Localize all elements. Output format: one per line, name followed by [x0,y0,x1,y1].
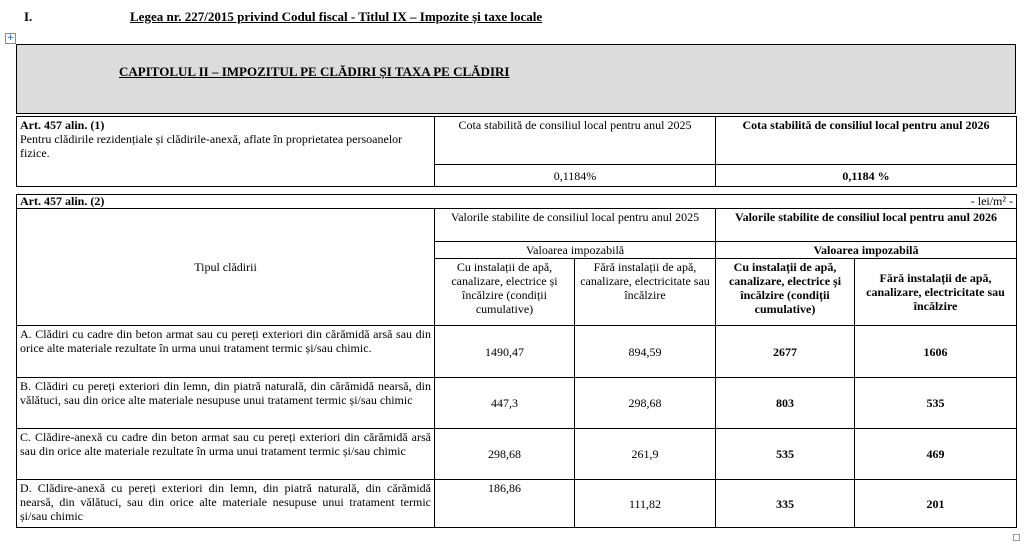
cell-without-2025: 894,59 [575,326,716,378]
col-without-install-2025: Fără instalații de apă, canalizare, electricitate sau încălzire [575,259,716,326]
section1-article-cell [17,117,435,187]
cell-with-2026: 335 [716,480,855,528]
section2-article: Art. 457 alin. (2) [20,194,105,208]
row-label: D. Clădire-anexă cu pereți exteriori din lemn, din piatră naturală, din cărămidă nearsă, din vălătuci, sau din orice alte materiale nesupuse unui tratament termic și/sau chimic [17,480,435,528]
table-resize-handle[interactable] [1013,534,1020,541]
col-without-install-2026: Fără instalații de apă, canalizare, electricitate sau încălzire [855,259,1017,326]
table-row [17,480,1017,528]
taxable-value-2026: Valoarea impozabilă [716,242,1017,259]
cell-without-2026: 469 [855,429,1017,480]
section1-description: Pentru clădirile rezidențiale și clădirile-anexă, aflate în proprietatea persoanelor fizice. [20,132,403,160]
cell-with-2026: 803 [716,378,855,429]
chapter-header-box [16,44,1016,114]
row-header-tipul: Tipul clădirii [17,209,435,326]
group-header-2025: Valorile stabilite de consiliul local pentru anul 2025 [435,209,716,242]
row-label: A. Clădiri cu cadre din beton armat sau cu pereți exteriori din cărămidă arsă sau din orice alte materiale rezultate în urma unui tratament termic și/sau chimic. [17,326,435,378]
col-with-install-2026: Cu instalații de apă, canalizare, electrice și încălzire (condiții cumulative) [716,259,855,326]
section1-col-2025: Cota stabilită de consiliul local pentru anul 2025 [435,117,716,165]
chapter-title: CAPITOLUL II – IMPOZITUL PE CLĂDIRI ȘI TAXA PE CLĂDIRI [119,64,510,79]
section1-col-2026: Cota stabilită de consiliul local pentru anul 2026 [716,117,1017,165]
table-row [17,429,1017,480]
cell-with-2025: 447,3 [435,378,575,429]
unit-label: - lei/m² - [970,194,1013,208]
cell-with-2025: 298,68 [435,429,575,480]
table-row [17,378,1017,429]
row-label: C. Clădire-anexă cu cadre din beton armat sau cu pereți exteriori din cărămidă arsă sau din orice alte materiale rezultate în urma unui tratament termic și/sau chimic [17,429,435,480]
heading-number: I. [24,9,33,24]
section2-table [16,194,1017,528]
section1-value-2026: 0,1184 % [716,165,1017,187]
cell-without-2025: 111,82 [575,480,716,528]
cell-without-2026: 1606 [855,326,1017,378]
cell-without-2025: 261,9 [575,429,716,480]
section1-article: Art. 457 alin. (1) [20,118,105,132]
cell-without-2026: 535 [855,378,1017,429]
cell-with-2026: 535 [716,429,855,480]
table-move-handle-icon[interactable]: + [6,33,15,43]
table-row [17,326,1017,378]
cell-with-2026: 2677 [716,326,855,378]
cell-without-2026: 201 [855,480,1017,528]
section1-table [16,116,1017,187]
row-label: B. Clădiri cu pereți exteriori din lemn, din piatră naturală, din cărămidă nearsă, din vălătuci, sau din orice alte materiale nesupuse unui tratament termic și/sau chimic [17,378,435,429]
cell-with-2025: 186,86 [435,480,575,528]
section2-article-row [17,195,1017,209]
section1-value-2025: 0,1184% [435,165,716,187]
cell-with-2025: 1490,47 [435,326,575,378]
col-with-install-2025: Cu instalații de apă, canalizare, electrice și încălzire (condiții cumulative) [435,259,575,326]
cell-without-2025: 298,68 [575,378,716,429]
group-header-2026: Valorile stabilite de consiliul local pentru anul 2026 [716,209,1017,242]
document-title: Legea nr. 227/2015 privind Codul fiscal - Titlul IX – Impozite și taxe locale [130,9,543,24]
taxable-value-2025: Valoarea impozabilă [435,242,716,259]
